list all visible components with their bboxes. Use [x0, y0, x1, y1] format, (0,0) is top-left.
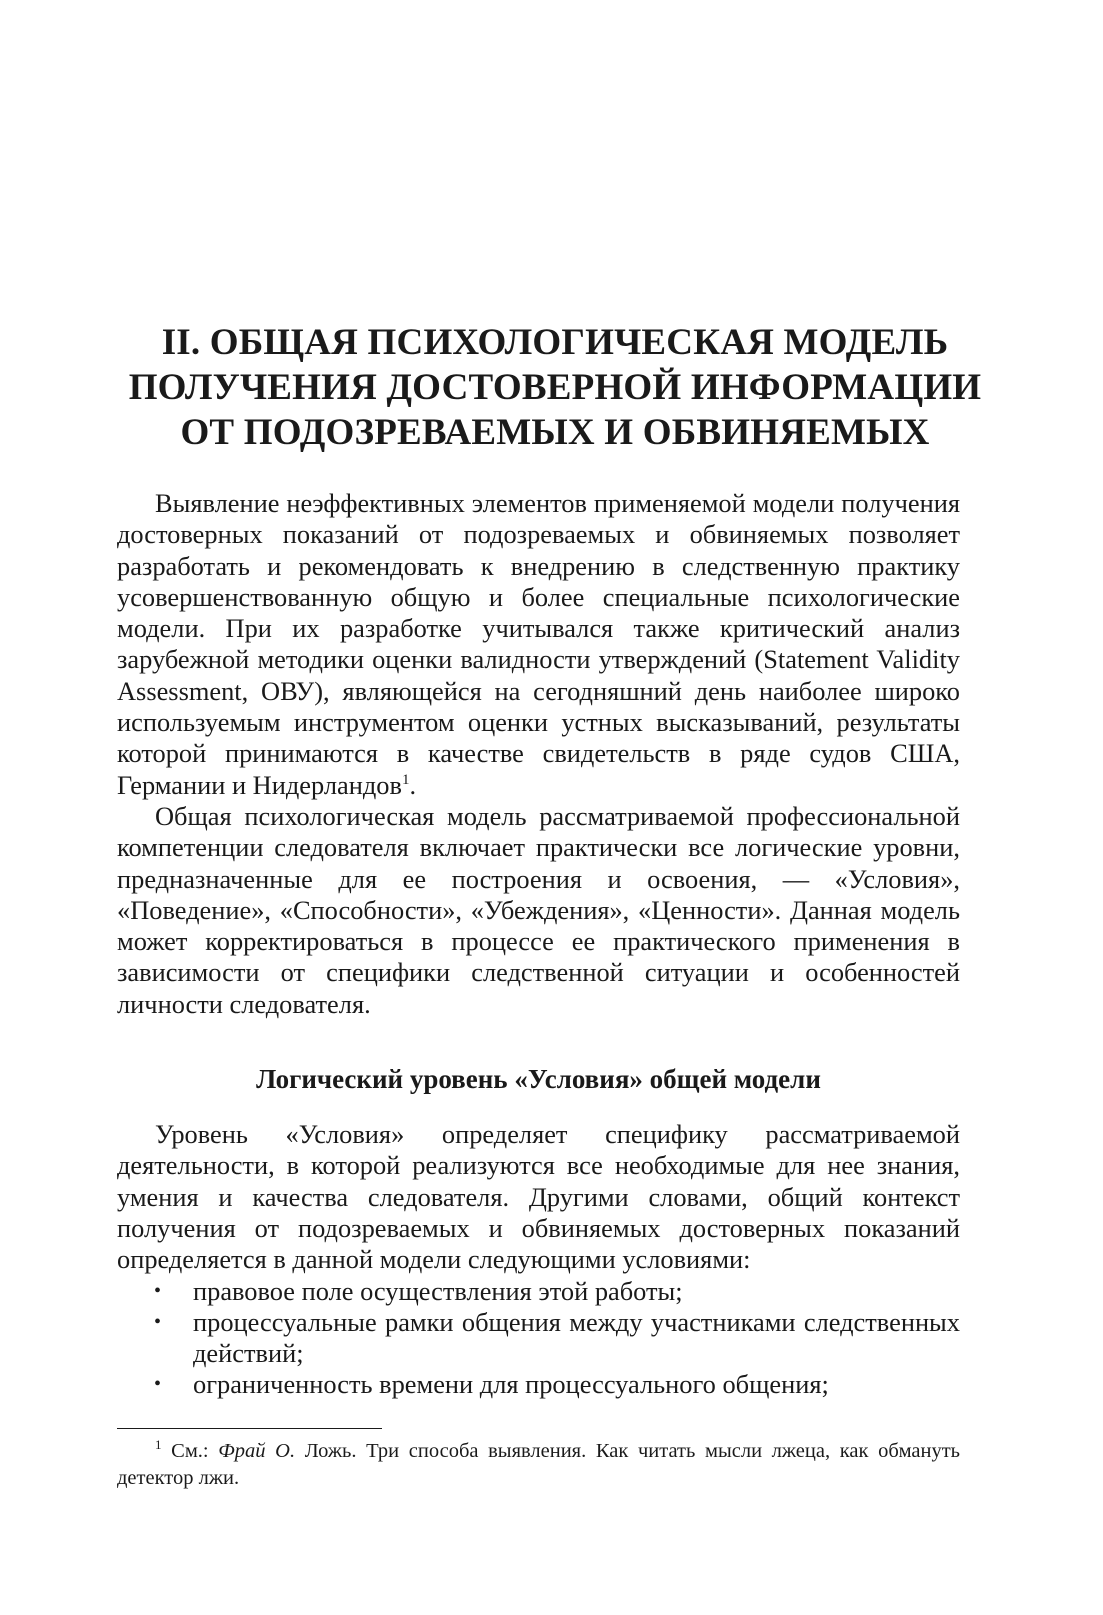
section-heading: Логический уровень «Условия» общей модели [256, 1064, 821, 1095]
footnote-reference[interactable]: 1 [401, 771, 410, 788]
list-item-text: процессуальные рамки общения между участниками следственных действий; [193, 1306, 960, 1369]
bullet-icon: • [154, 1373, 162, 1396]
footnote-see: См.: [171, 1440, 209, 1462]
chapter-title [100, 320, 1010, 455]
list-item-text: правовое поле осуществления этой работы; [193, 1275, 683, 1306]
bullet-icon: • [154, 1279, 162, 1302]
list-item [117, 1307, 960, 1370]
bullet-icon: • [154, 1310, 162, 1333]
chapter-title-line-1: II. ОБЩАЯ ПСИХОЛОГИЧЕСКАЯ МОДЕЛЬ [161, 322, 949, 363]
footnote-text: Ложь. Три способа выявления. Как читать мысли лжеца, как обмануть детектор лжи. [117, 1440, 961, 1489]
footnote-author: Фрай О. [218, 1440, 296, 1462]
body-text [117, 488, 960, 1401]
conditions-list [117, 1276, 960, 1401]
paragraph-1-end: . [409, 769, 417, 800]
chapter-title-line-3: ОТ ПОДОЗРЕВАЕМЫХ И ОБВИНЯЕМЫХ [180, 412, 930, 453]
paragraph-1-text: Выявление неэффективных элементов применяемой модели получения достоверных показаний от подозреваемых и обвиняемых позволяет разработать и рекомендовать к внедрению в следственную практику усовершенствованную общую и более специальные психологические модели. При их разработке учитывался также критический анализ зарубежной методики оценки валидности утверждений (Statement Validity Assessment, ОВУ), являющейся на сегодняшний день наиболее широко используемым инструментом оценки устных высказываний, результаты которой принимаются в качестве свидетельств в ряде судов США, Германии и Нидерландов [117, 488, 960, 800]
list-item-text: ограниченность времени для процессуального общения; [193, 1369, 829, 1400]
footnote-divider [117, 1428, 382, 1429]
list-item [117, 1276, 960, 1307]
paragraph-3: Уровень «Условия» определяет специфику рассматриваемой деятельности, в которой реализуются все необходимые для нее знания, умения и качества следователя. Другими словами, общий контекст получения от подозреваемых и обвиняемых достоверных показаний определяется в данной модели следующими условиями: [117, 1119, 960, 1275]
footnote-number: 1 [155, 1437, 162, 1453]
chapter-title-line-2: ПОЛУЧЕНИЯ ДОСТОВЕРНОЙ ИНФОРМАЦИИ [128, 367, 982, 408]
list-item [117, 1369, 960, 1400]
footnote [117, 1438, 960, 1492]
paragraph-2: Общая психологическая модель рассматриваемой профессиональной компетенции следователя включает практически все логические уровни, предназначенные для ее построения и освоения, — «Условия», «Поведение», «Способности», «Убеждения», «Ценности». Данная модель может корректироваться в процессе ее практического применения в зависимости от специфики следственной ситуации и особенностей личности следователя. [117, 800, 960, 1019]
paragraph-1 [117, 488, 960, 801]
